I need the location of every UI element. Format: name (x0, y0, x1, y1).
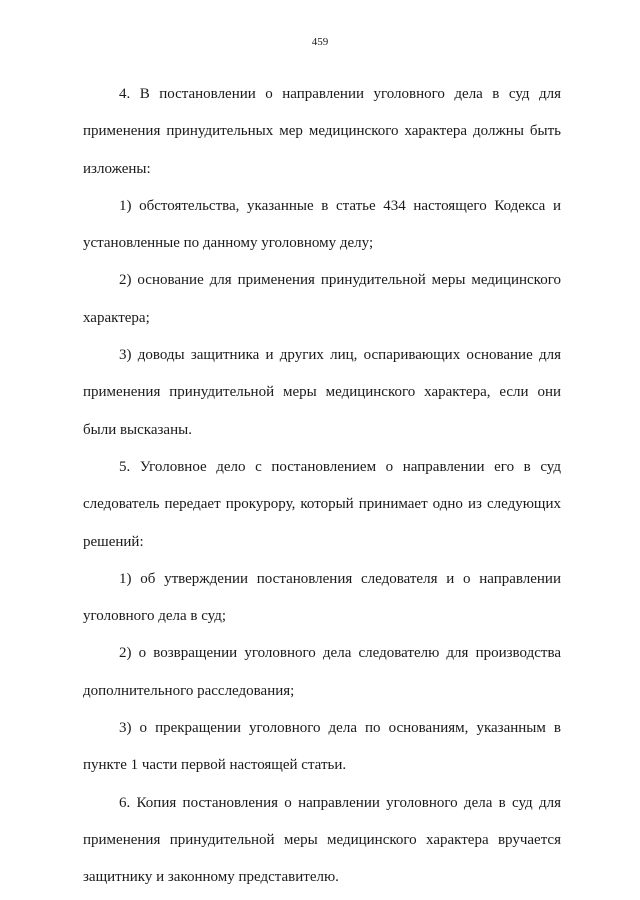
paragraph-part-6: 6. Копия постановления о направлении уголовного дела в суд для применения принудительной меры медицинского характера вручается защитнику и законному представителю. (83, 794, 561, 886)
paragraph-part-5: 5. Уголовное дело с постановлением о направлении его в суд следователь передает прокурору, который принимает одно из следующих решений: (83, 458, 561, 550)
paragraph-decision-1: 1) об утверждении постановления следователя и о направлении уголовного дела в суд; (83, 570, 561, 625)
page-number: 459 (311, 36, 329, 48)
paragraph-item-3: 3) доводы защитника и других лиц, оспаривающих основание для применения принудительной меры медицинского характера, если они были высказаны. (83, 347, 561, 438)
paragraph-part-4: 4. В постановлении о направлении уголовного дела в суд для применения принудительных мер медицинского характера должны быть изложены: (83, 86, 561, 177)
paragraph-decision-3: 3) о прекращении уголовного дела по основаниям, указанным в пункте 1 части первой настоящей статьи. (83, 720, 561, 774)
paragraph-item-2: 2) основание для применения принудительной меры медицинского характера; (83, 272, 561, 326)
paragraph-item-1: 1) обстоятельства, указанные в статье 434 настоящего Кодекса и установленные по данному уголовному делу; (83, 197, 561, 252)
document-body (83, 76, 561, 897)
paragraph-decision-2: 2) о возвращении уголовного дела следователю для производства дополнительного расследования; (83, 645, 561, 699)
